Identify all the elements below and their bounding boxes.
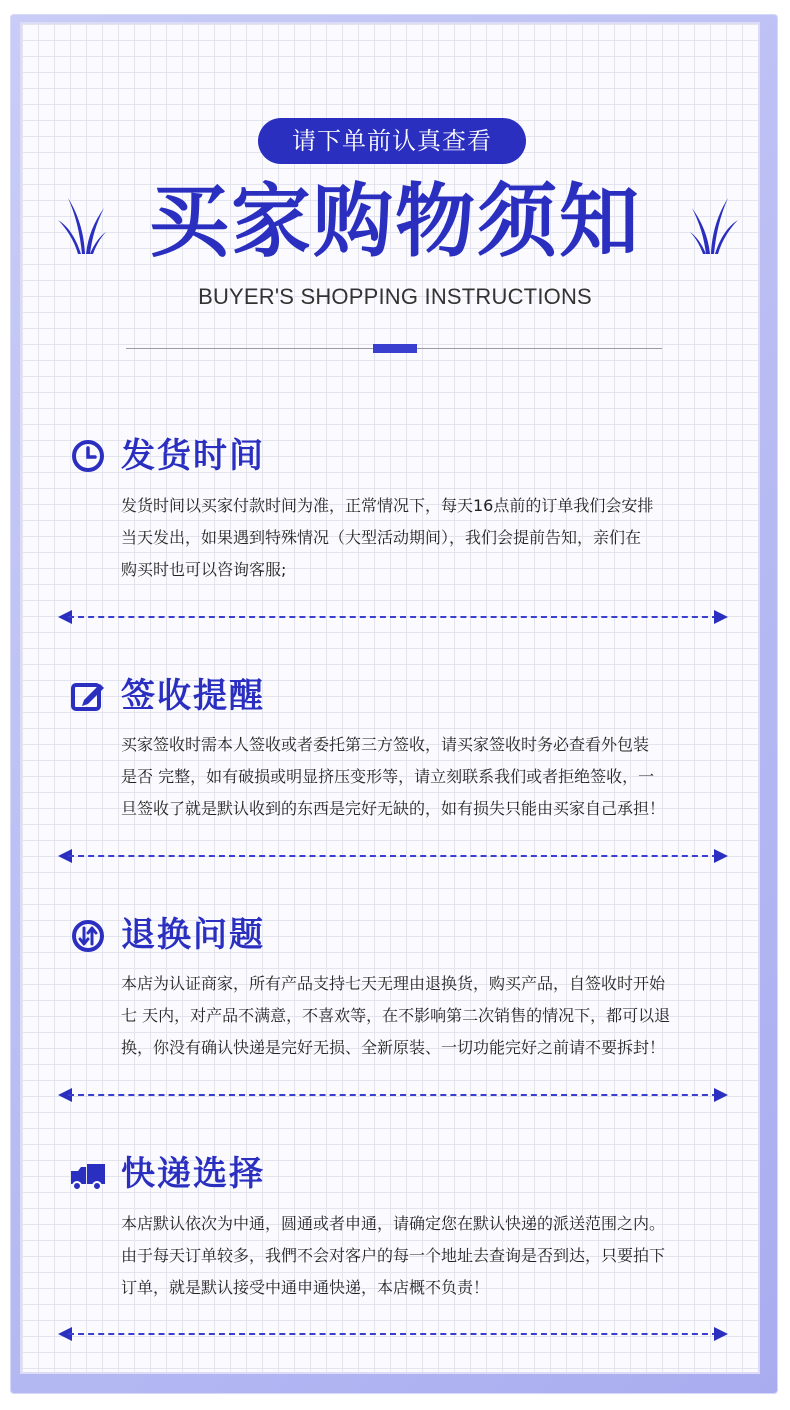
body-line: 本店为认证商家，所有产品支持七天无理由退换货，购买产品，自签收时开始 <box>121 974 666 993</box>
header-rule-accent <box>373 344 417 353</box>
body-line: 当天发出，如果遇到特殊情况（大型活动期间），我们会提前告知，亲们在 <box>121 528 642 547</box>
section-divider <box>58 849 728 863</box>
body-line: 购买时也可以咨询客服; <box>121 560 287 579</box>
section-title: 发货时间 <box>121 436 265 476</box>
section-title: 签收提醒 <box>121 676 265 716</box>
body-line: 买家签收时需本人签收或者委托第三方签收，请买家签收时务必查看外包装 <box>121 735 650 754</box>
clock-icon <box>70 438 106 474</box>
section-body <box>121 490 741 586</box>
section-body <box>121 729 741 825</box>
section-body <box>121 1208 741 1304</box>
page-subtitle: BUYER'S SHOPPING INSTRUCTIONS <box>198 284 592 309</box>
grass-decoration-icon <box>688 190 740 256</box>
body-line: 由于每天订单较多，我們不会对客户的每一个地址去查询是否到达，只要拍下 <box>121 1246 666 1265</box>
body-line: 发货时间以买家付款时间为准，正常情况下，每天16点前的订单我们会安排 <box>121 496 654 515</box>
body-line: 换，你没有确认快递是完好无损、全新原装、一切功能完好之前请不要拆封！ <box>121 1038 666 1057</box>
section-divider <box>58 1088 728 1102</box>
section-divider <box>58 610 728 624</box>
body-line: 七 天内，对产品不满意，不喜欢等，在不影响第二次销售的情况下，都可以退 <box>121 1006 671 1025</box>
section-title: 快递选择 <box>121 1154 265 1194</box>
notice-pill: 请下单前认真查看 <box>258 118 526 164</box>
body-line: 旦签收了就是默认收到的东西是完好无缺的，如有损失只能由买家自己承担！ <box>121 799 666 818</box>
section-divider <box>58 1327 728 1341</box>
arrow-right-icon <box>714 1088 728 1102</box>
section-title: 退换问题 <box>121 915 265 955</box>
section-body <box>121 968 741 1064</box>
body-line: 是否 完整，如有破损或明显挤压变形等，请立刻联系我们或者拒绝签收，一 <box>121 767 655 786</box>
page-title: 买家购物须知 <box>149 175 641 268</box>
arrow-right-icon <box>714 610 728 624</box>
body-line: 订单，就是默认接受中通申通快递，本店概不负责！ <box>121 1278 490 1297</box>
grass-decoration-icon <box>56 190 108 256</box>
exchange-icon <box>70 918 106 954</box>
arrow-right-icon <box>714 1327 728 1341</box>
arrow-right-icon <box>714 849 728 863</box>
body-line: 本店默认依次为中通，圆通或者申通，请确定您在默认快递的派送范围之内。 <box>121 1214 666 1233</box>
truck-icon <box>70 1157 106 1193</box>
edit-icon <box>70 678 106 714</box>
